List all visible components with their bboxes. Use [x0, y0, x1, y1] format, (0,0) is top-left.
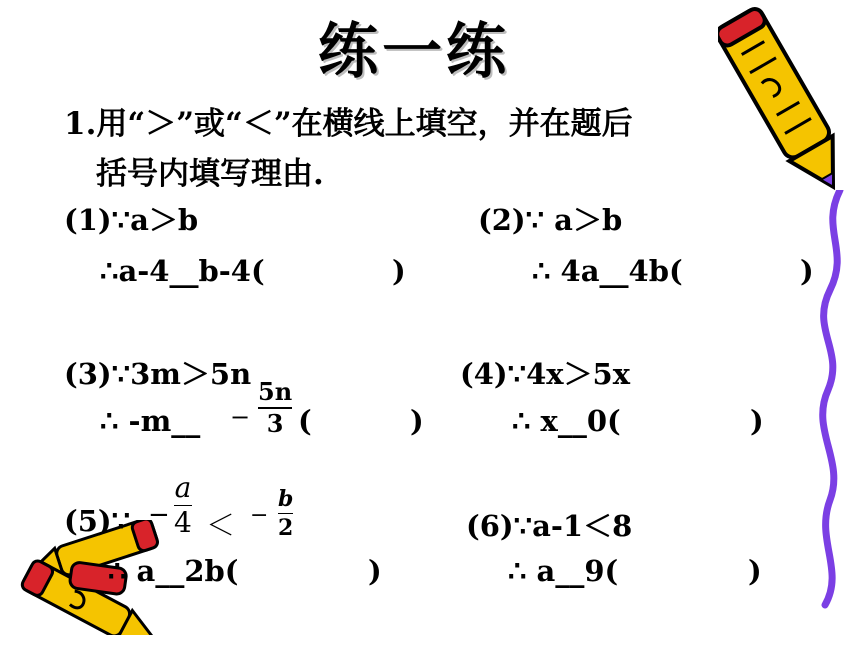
problem-3-open-paren: ( — [298, 404, 312, 438]
problem-2-close-paren: ) — [800, 254, 814, 288]
problem-3-fraction-sign: − — [230, 403, 251, 431]
problem-5-fraction-a — [174, 471, 192, 539]
problem-5-fraction-a-numerator: a — [174, 471, 192, 504]
problem-3-numerator: 5n — [258, 377, 293, 406]
problem-5-fraction-a-sign: − — [148, 500, 170, 530]
problem-6-close-paren: ) — [748, 554, 762, 588]
question-line-2: 括号内填写理由. — [96, 156, 324, 192]
page-title: 练一练 — [318, 17, 510, 87]
problem-4-conclusion: ∴ x__0( — [512, 404, 621, 438]
problem-5-close-paren: ) — [368, 554, 382, 588]
problem-2-conclusion: ∴ 4a__4b( — [532, 254, 683, 288]
problem-5-fraction-b-denominator: 2 — [278, 515, 294, 541]
fraction-bar — [278, 513, 293, 514]
problem-4-premise: (4)∵4x＞5x — [460, 357, 631, 391]
problem-6-premise: (6)∵a-1＜8 — [466, 509, 633, 543]
problem-5-fraction-b-numerator: b — [278, 486, 294, 512]
problem-3-denominator: 3 — [266, 409, 284, 438]
problem-5-fraction-b — [278, 488, 293, 539]
question-line-1: 1.用“＞”或“＜”在横线上填空，并在题后 — [64, 106, 633, 142]
problem-3-conclusion: ∴ -m__ — [100, 404, 201, 438]
purple-squiggle-line — [800, 190, 860, 610]
problem-5-fraction-a-denominator: 4 — [174, 506, 192, 539]
problem-5-conclusion: ∴ a__2b( — [108, 554, 239, 588]
problem-3-fraction — [258, 377, 293, 438]
problem-6-conclusion: ∴ a__9( — [508, 554, 619, 588]
problem-3-close-paren: ) — [410, 404, 424, 438]
problem-2-premise: (2)∵ a＞b — [478, 203, 623, 237]
problem-1-conclusion: ∴a-4__b-4( — [100, 254, 265, 288]
crayon-pencil-icon — [718, 0, 848, 205]
problem-1-premise: (1)∵a＞b — [64, 203, 199, 237]
problem-5-premise-prefix: (5)∵ — [64, 504, 131, 538]
problem-3-premise: (3)∵3m＞5n — [64, 357, 252, 391]
problem-5-less-than: ＜ — [206, 508, 236, 542]
problem-5-fraction-b-sign: − — [250, 503, 269, 528]
problem-4-close-paren: ) — [750, 404, 764, 438]
problem-1-close-paren: ) — [392, 254, 406, 288]
